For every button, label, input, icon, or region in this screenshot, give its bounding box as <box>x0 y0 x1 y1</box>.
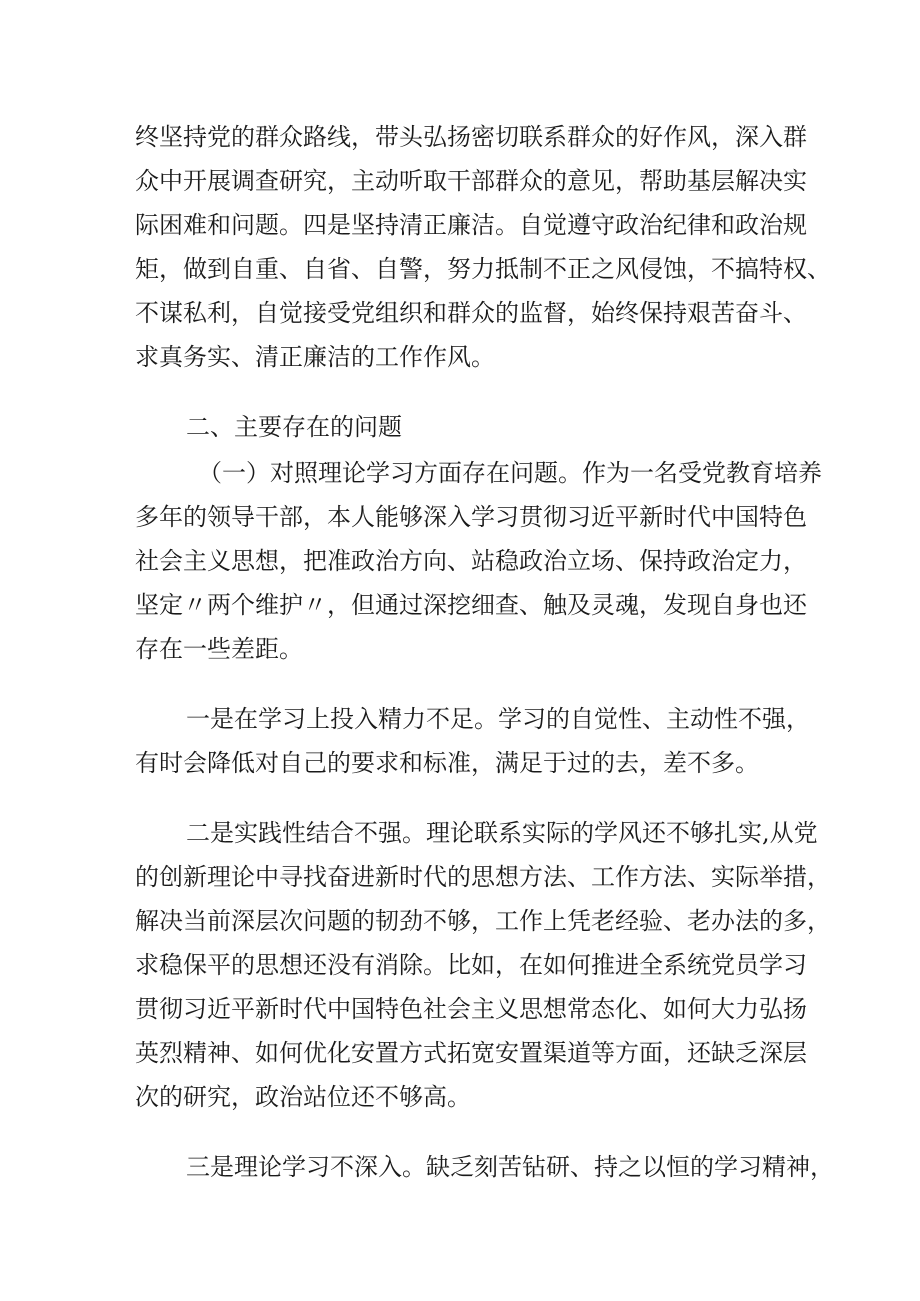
text-line: 矩，做到自重、自省、自警，努力抵制不正之风侵蚀，不搞特权、 <box>135 255 831 283</box>
text-line: 多年的领导干部，本人能够深入学习贯彻习近平新时代中国特色 <box>135 503 807 531</box>
text-line: 一是在学习上投入精力不足。学习的自觉性、主动性不强， <box>186 705 810 733</box>
text-line: 际困难和问题。四是坚持清正廉洁。自觉遵守政治纪律和政治规 <box>135 211 807 239</box>
text-line: 二是实践性结合不强。理论联系实际的学风还不够扎实,从党 <box>186 819 818 847</box>
text-line: 社会主义思想，把准政治方向、站稳政治立场、保持政治定力， <box>135 547 807 575</box>
text-line: 的创新理论中寻找奋进新时代的思想方法、工作方法、实际举措， <box>135 863 831 891</box>
text-line: 众中开展调查研究，主动听取干部群众的意见，帮助基层解决实 <box>135 167 807 195</box>
text-line: 存在一些差距。 <box>135 635 303 663</box>
text-line: 不谋私利，自觉接受党组织和群众的监督，始终保持艰苦奋斗、 <box>135 299 807 327</box>
text-line: 贯彻习近平新时代中国特色社会主义思想常态化、如何大力弘扬 <box>135 995 807 1023</box>
text-line: 求稳保平的思想还没有消除。比如，在如何推进全系统党员学习 <box>135 951 807 979</box>
text-line: 终坚持党的群众路线，带头弘扬密切联系群众的好作风，深入群 <box>135 123 807 151</box>
text-line: 解决当前深层次问题的韧劲不够，工作上凭老经验、老办法的多， <box>135 907 831 935</box>
text-line: 求真务实、清正廉洁的工作作风。 <box>135 343 495 371</box>
text-line: 坚定〃两个维护〃，但通过深挖细查、触及灵魂，发现自身也还 <box>135 591 807 619</box>
text-line: 英烈精神、如何优化安置方式拓宽安置渠道等方面，还缺乏深层 <box>135 1039 807 1067</box>
text-line: 三是理论学习不深入。缺乏刻苦钻研、持之以恒的学习精神， <box>186 1153 834 1181</box>
text-line: （一）对照理论学习方面存在问题。作为一名受党教育培养 <box>198 459 822 487</box>
text-line: 有时会降低对自己的要求和标准，满足于过的去，差不多。 <box>135 749 759 777</box>
section-heading: 二、主要存在的问题 <box>186 413 402 441</box>
text-line: 次的研究，政治站位还不够高。 <box>135 1083 471 1111</box>
